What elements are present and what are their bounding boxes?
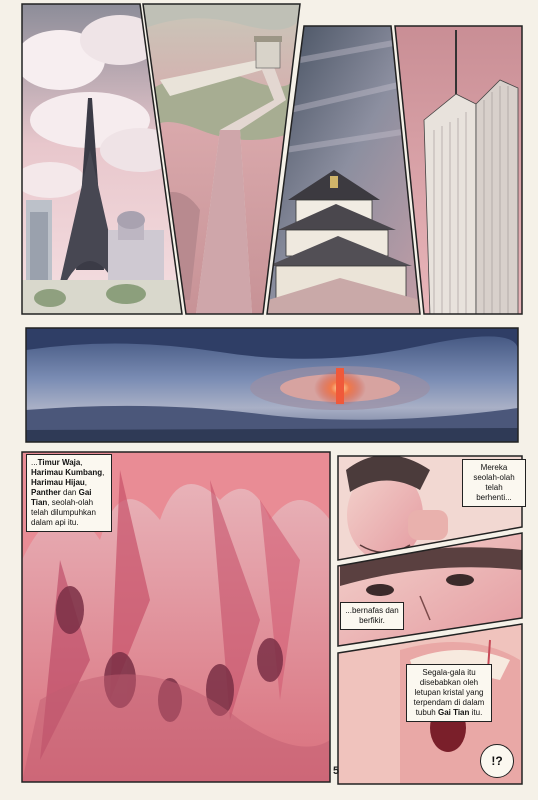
caption-rest: seolah-olah telah dilumpuhkan dalam api itu. [31,498,96,527]
name-timur-waja: Timur Waja [37,458,81,467]
page-number: 5 [333,765,340,777]
caption-heroes-paralyzed: ...Timur Waja, Harimau Kumbang, Harimau Hijau, Panther dan Gai Tian, seolah-olah telah dilumpuhkan dalam api itu. [26,454,112,532]
caption-stopped: Mereka seolah-olah telah berhenti... [462,459,526,507]
panel-horizon-blast [26,328,518,442]
name-harimau-kumbang: Harimau Kumbang [31,468,103,477]
word-dan: dan [63,488,77,497]
speech-bubble-exclaim: !? [480,744,514,778]
caption-crystal-name: Gai Tian [437,708,470,717]
caption-breathing: ...bernafas dan berfikir. [340,602,404,630]
caption-crystal-text: Segala-gala itu disebabkan oleh letupan kristal yang terpendam di dalam tubuh [413,668,485,717]
name-harimau-hijau: Harimau Hijau [31,478,85,487]
caption-crystal-end: itu. [471,708,483,717]
name-panther: Panther [31,488,61,497]
caption-crystal [406,664,492,722]
name-gai-tian: Gai Tian [31,488,92,507]
